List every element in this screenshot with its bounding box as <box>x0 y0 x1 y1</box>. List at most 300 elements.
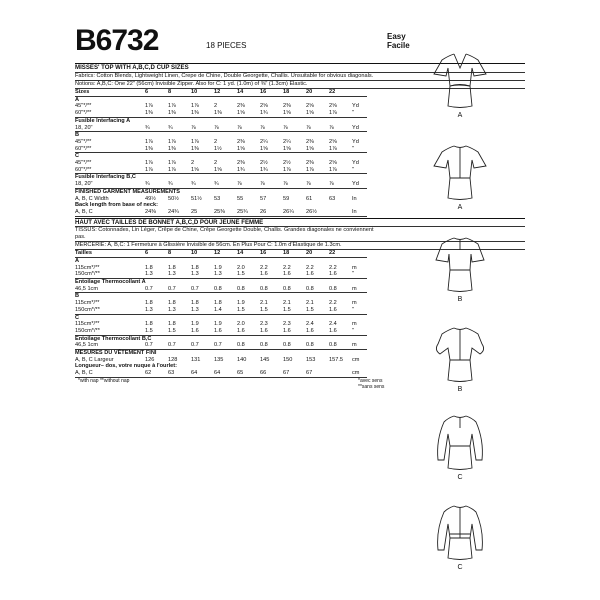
table-cell <box>145 257 168 264</box>
unit-cell <box>352 153 367 160</box>
english-title: MISSES' TOP WITH A,B,C,D CUP SIZES <box>75 64 189 71</box>
row-label: A <box>75 257 80 264</box>
table-cell: 0.8 <box>283 342 306 349</box>
table-cell <box>283 257 306 264</box>
table-cell: 2.0 <box>237 264 245 271</box>
table-cell <box>191 350 214 357</box>
table-cell: 0.7 <box>145 342 168 349</box>
table-cell: 63 <box>329 195 336 202</box>
table-cell: 25⅜ <box>214 209 237 216</box>
table-cell: 1⅝ <box>283 110 306 117</box>
table-cell <box>260 350 283 357</box>
table-cell: 1.9 <box>191 321 199 328</box>
unit-cell: m <box>352 264 357 271</box>
unit-cell <box>352 335 367 342</box>
table-cell: 1.3 <box>145 271 168 278</box>
top-split-neck-icon <box>428 232 492 296</box>
unit-cell: Yd <box>352 181 367 188</box>
table-cell: 1.3 <box>214 271 237 278</box>
table-cell: 1⅝ <box>214 167 237 174</box>
table-cell <box>191 257 214 264</box>
table-cell: ¾ <box>168 181 191 188</box>
table-cell <box>214 350 237 357</box>
table-cell: 1.6 <box>329 328 352 335</box>
table-cell: 1¾ <box>260 167 283 174</box>
table-cell <box>283 202 306 209</box>
table-cell <box>145 153 168 160</box>
table-row <box>75 271 367 278</box>
view-label: B <box>457 296 463 303</box>
table-cell: 1.5 <box>145 328 168 335</box>
table-cell: 0.7 <box>191 342 214 349</box>
table-cell: 1⅞ <box>306 167 329 174</box>
table-cell <box>260 363 283 370</box>
table-cell: 1¾ <box>237 167 260 174</box>
unit-cell: Yd <box>352 125 367 132</box>
table-cell: 57 <box>260 195 267 202</box>
row-label: 60"*/** <box>75 110 145 117</box>
table-cell <box>168 293 191 300</box>
table-cell <box>329 335 352 342</box>
row-label: B <box>75 293 80 300</box>
table-cell: 25¾ <box>237 209 260 216</box>
table-cell: 0.7 <box>214 342 237 349</box>
unit-cell <box>352 89 367 96</box>
unit-cell: m <box>352 321 357 328</box>
table-cell: 1.6 <box>214 328 237 335</box>
table-cell <box>283 279 306 286</box>
table-cell: 1.8 <box>214 300 222 307</box>
table-cell <box>168 96 191 103</box>
row-label: FINISHED GARMENT MEASUREMENTS <box>75 188 181 195</box>
french-fabrics: TISSUS: Cotonnades, Lin Léger, Crêpe de Chine, Crêpe Georgette Double, Challis. Grandes diagonales ne conviennent pas. <box>75 227 374 241</box>
table-cell: 153 <box>306 356 316 363</box>
difficulty <box>387 32 410 50</box>
table-cell: ⅞ <box>306 125 329 132</box>
table-row <box>75 209 367 216</box>
table-cell: 1⅞ <box>168 103 176 110</box>
table-cell: 1.9 <box>237 300 245 307</box>
table-cell: 1⅞ <box>168 167 191 174</box>
table-cell <box>260 202 283 209</box>
table-row <box>75 196 367 203</box>
row-label: 115cm*/** <box>75 300 100 307</box>
table-cell <box>168 335 191 342</box>
row-label: Entoilage Thermocollant B,C <box>75 335 152 342</box>
table-cell <box>237 188 260 195</box>
table-cell <box>214 132 237 139</box>
table-cell <box>214 257 237 264</box>
table-row <box>75 300 367 307</box>
table-cell <box>214 96 237 103</box>
piece-count: 18 PIECES <box>206 41 247 50</box>
table-cell: 0.8 <box>260 286 283 293</box>
table-cell: 22 <box>329 250 352 257</box>
table-cell <box>260 257 283 264</box>
table-cell: 2.1 <box>306 300 314 307</box>
row-label: Tailles <box>75 250 145 257</box>
table-cell: 1.8 <box>145 300 153 307</box>
table-cell <box>145 132 168 139</box>
unit-cell: cm <box>352 370 367 377</box>
top-back-view-icon <box>428 500 492 564</box>
row-label: Fusible Interfacing A <box>75 117 131 124</box>
row-label: 60"*/** <box>75 167 145 174</box>
table-cell: 1⅞ <box>329 146 352 153</box>
table-cell: 2.2 <box>306 264 314 271</box>
table-cell: 1⅞ <box>168 160 176 167</box>
row-label: 150cm*/** <box>75 271 145 278</box>
unit-cell <box>352 188 367 195</box>
table-cell <box>214 279 237 286</box>
table-cell <box>260 335 283 342</box>
table-cell <box>283 335 306 342</box>
table-cell: 1.8 <box>191 264 199 271</box>
table-cell <box>168 202 191 209</box>
table-cell: ⅞ <box>214 125 237 132</box>
table-cell: 1⅜ <box>145 110 168 117</box>
table-cell <box>283 314 306 321</box>
table-cell: 66 <box>260 370 283 377</box>
table-cell: 2⅜ <box>306 138 314 145</box>
unit-cell: " <box>352 167 367 174</box>
unit-cell: " <box>352 271 367 278</box>
table-cell: 49½ <box>145 195 156 202</box>
table-cell <box>214 153 237 160</box>
table-cell: 12 <box>214 250 237 257</box>
table-cell: ⅞ <box>237 125 260 132</box>
table-cell: 0.8 <box>329 286 352 293</box>
view-sketch-a-front <box>428 48 492 119</box>
row-label: 115cm*/** <box>75 264 100 271</box>
row-label: Fusible Interfacing B,C <box>75 174 136 181</box>
row-label: A <box>75 96 80 103</box>
row-label: A, B, C <box>75 209 145 216</box>
table-cell <box>306 202 329 209</box>
table-cell: 1⅜ <box>214 110 237 117</box>
table-cell: 1.8 <box>145 264 153 271</box>
table-cell: 64 <box>214 370 237 377</box>
unit-cell: m <box>352 300 357 307</box>
table-cell <box>191 279 214 286</box>
table-cell: 1.9 <box>214 264 222 271</box>
size-header-row <box>75 89 367 96</box>
table-cell: 1.5 <box>260 307 283 314</box>
row-label: 46,5 1cm <box>75 342 145 349</box>
english-notions: Notions: A,B,C: One 22" (56cm) Invisible Zipper. Also for C: 1 yd. (1.0m) of ⅜" (1.3cm) Elastic. <box>75 80 308 87</box>
table-cell: 1⅝ <box>237 110 260 117</box>
table-cell: ⅞ <box>306 181 329 188</box>
row-label: 115cm*/** <box>75 321 100 328</box>
table-cell: 2.1 <box>260 300 268 307</box>
footnote-french: *avec sens **sans sens <box>358 377 385 390</box>
table-cell: 1.6 <box>260 328 283 335</box>
table-cell: 2⅜ <box>283 103 291 110</box>
table-cell: 0.8 <box>329 342 352 349</box>
table-cell: 26¼ <box>283 209 306 216</box>
subheading-row <box>75 335 367 342</box>
subheading-row <box>75 132 367 139</box>
footnotes <box>75 377 395 390</box>
row-label: 150cm*/** <box>75 328 145 335</box>
unit-cell <box>352 257 367 264</box>
table-cell <box>306 279 329 286</box>
row-label: 150cm*/** <box>75 307 145 314</box>
unit-cell <box>352 350 367 357</box>
table-cell: ⅞ <box>237 181 260 188</box>
table-cell: 2⅝ <box>329 160 337 167</box>
table-cell: 2⅝ <box>260 103 268 110</box>
table-cell: 1.8 <box>168 264 176 271</box>
table-cell: 2.0 <box>237 321 245 328</box>
view-label: C <box>457 474 463 481</box>
table-cell: 1⅜ <box>168 110 191 117</box>
table-cell <box>214 335 237 342</box>
table-cell <box>214 117 237 124</box>
subheading-row <box>75 363 367 370</box>
table-cell: 1⅞ <box>329 167 352 174</box>
table-cell <box>191 202 214 209</box>
subheading-row <box>75 174 367 181</box>
table-cell <box>145 174 168 181</box>
table-cell <box>145 314 168 321</box>
french-notions: MERCERIE: A, B,C: 1 Fermeture à Glissière Invisible de 56cm. En Plus Pour C: 1.0m d'Élastique de 1.3cm. <box>75 242 342 249</box>
table-cell <box>306 188 329 195</box>
french-yardage-table <box>75 250 367 378</box>
table-cell: 2⅝ <box>329 138 337 145</box>
table-cell <box>214 363 237 370</box>
table-cell <box>283 174 306 181</box>
table-row <box>75 167 367 174</box>
table-cell: 0.8 <box>214 286 237 293</box>
table-cell: 2⅜ <box>237 138 245 145</box>
table-cell: 2⅝ <box>306 103 314 110</box>
view-label: C <box>457 564 463 571</box>
view-sketch-c-front <box>428 410 492 481</box>
unit-cell <box>352 363 367 370</box>
table-cell <box>283 188 306 195</box>
table-cell: 135 <box>214 356 224 363</box>
table-cell: 1⅞ <box>145 103 153 110</box>
table-cell: 63 <box>168 370 191 377</box>
table-cell <box>260 279 283 286</box>
top-flutter-sleeve-icon <box>428 48 492 112</box>
row-label: Entoilage Thermocollant A <box>75 279 146 286</box>
table-row <box>75 125 367 132</box>
table-cell: 25 <box>191 209 214 216</box>
view-sketch-b-front <box>428 232 492 303</box>
table-cell: 26½ <box>306 209 329 216</box>
table-cell: 2.2 <box>329 264 337 271</box>
table-cell <box>191 174 214 181</box>
table-cell: 1.6 <box>237 328 260 335</box>
table-cell <box>260 188 283 195</box>
table-row <box>75 357 367 364</box>
row-label: C <box>75 314 80 321</box>
table-cell <box>260 117 283 124</box>
unit-cell <box>352 279 367 286</box>
table-cell: 62 <box>145 370 168 377</box>
table-row <box>75 139 367 146</box>
table-cell <box>329 363 352 370</box>
row-label: A, B, C <box>75 370 145 377</box>
table-cell: ⅞ <box>191 125 214 132</box>
table-cell: 2.3 <box>283 321 291 328</box>
table-cell: ¾ <box>191 181 214 188</box>
table-cell: 1.6 <box>306 271 329 278</box>
table-cell: ⅞ <box>283 125 306 132</box>
table-cell: ⅞ <box>260 181 283 188</box>
table-cell: 2½ <box>283 160 291 167</box>
table-cell: 2.1 <box>283 300 291 307</box>
table-cell <box>214 202 237 209</box>
table-row <box>75 160 367 167</box>
table-cell: 1⅝ <box>283 146 306 153</box>
table-cell <box>329 153 352 160</box>
table-cell <box>283 153 306 160</box>
table-cell <box>329 279 352 286</box>
subheading-row <box>75 202 367 209</box>
unit-cell: m <box>352 286 367 293</box>
table-cell: 1.5 <box>283 307 306 314</box>
table-cell: 128 <box>168 356 178 363</box>
table-cell <box>329 257 352 264</box>
table-row <box>75 370 367 377</box>
row-label: B <box>75 132 80 139</box>
table-cell: 1⅞ <box>145 138 153 145</box>
english-yardage-table <box>75 89 367 217</box>
english-fabrics: Fabrics: Cotton Blends, Lightweight Linen, Crepe de Chine, Double Georgette, Challis. Unsuitable for obvious diagonals. <box>75 72 374 79</box>
table-cell: 1⅜ <box>145 146 168 153</box>
table-cell <box>283 96 306 103</box>
table-cell: 1⅝ <box>191 167 214 174</box>
table-cell: 14 <box>237 89 260 96</box>
table-cell: 1.6 <box>191 328 214 335</box>
table-cell <box>329 188 352 195</box>
table-cell: 1⅞ <box>145 160 153 167</box>
unit-cell <box>352 250 367 257</box>
table-cell <box>168 257 191 264</box>
table-cell <box>168 174 191 181</box>
table-cell: 1.5 <box>168 328 191 335</box>
table-cell <box>191 188 214 195</box>
table-cell: 18 <box>283 89 306 96</box>
table-cell: 64 <box>191 370 214 377</box>
table-cell: 55 <box>237 195 244 202</box>
table-cell: 51½ <box>191 195 202 202</box>
table-cell <box>191 363 214 370</box>
row-label: Back length from base of neck: <box>75 202 158 209</box>
table-cell: 2.4 <box>306 321 314 328</box>
table-cell <box>306 257 329 264</box>
table-cell: 2¼ <box>283 138 291 145</box>
table-cell <box>237 293 260 300</box>
table-cell: 1⅝ <box>237 146 260 153</box>
table-cell: 61 <box>306 195 313 202</box>
table-cell <box>260 96 283 103</box>
table-cell <box>168 132 191 139</box>
subheading-row <box>75 153 367 160</box>
table-cell: 1.9 <box>214 321 222 328</box>
table-row <box>75 328 367 335</box>
table-cell: 0.8 <box>237 342 260 349</box>
subheading-row <box>75 188 367 195</box>
row-label: 45"*/** <box>75 103 92 110</box>
unit-cell <box>352 293 367 300</box>
view-sketch-c-back <box>428 500 492 571</box>
table-cell: 16 <box>260 250 283 257</box>
table-cell <box>214 188 237 195</box>
table-cell: 2.4 <box>329 321 337 328</box>
table-cell: 0.8 <box>260 342 283 349</box>
unit-cell <box>352 174 367 181</box>
table-cell <box>306 96 329 103</box>
table-cell <box>329 314 352 321</box>
row-label: A, B, C Largeur <box>75 356 114 363</box>
table-cell: 1.8 <box>191 300 199 307</box>
table-cell: 157.5 <box>329 356 343 363</box>
table-cell: 2⅜ <box>237 103 245 110</box>
row-label: Sizes <box>75 89 145 96</box>
table-cell: 1.3 <box>145 307 168 314</box>
table-cell: 6 <box>145 89 168 96</box>
table-cell: ⅞ <box>329 125 352 132</box>
row-label: C <box>75 153 80 160</box>
table-cell: 131 <box>191 356 201 363</box>
table-cell: 1⅞ <box>168 138 176 145</box>
table-cell <box>306 363 329 370</box>
row-label: 18, 20" <box>75 125 145 132</box>
footnote-english: *with nap **without nap <box>78 377 130 384</box>
table-cell: 1.4 <box>214 307 237 314</box>
table-cell <box>237 153 260 160</box>
table-cell <box>237 117 260 124</box>
table-cell: 2 <box>214 103 218 110</box>
row-label: 45"*/** <box>75 160 92 167</box>
table-cell: 22 <box>329 89 352 96</box>
table-cell <box>329 293 352 300</box>
table-cell: 24¾ <box>168 209 191 216</box>
unit-cell: In <box>352 209 367 216</box>
table-cell: 14 <box>237 250 260 257</box>
table-cell <box>237 96 260 103</box>
table-cell <box>237 350 260 357</box>
table-cell <box>260 314 283 321</box>
table-cell: 20 <box>306 89 329 96</box>
table-cell: 2⅜ <box>237 160 245 167</box>
table-cell: 1⅜ <box>168 146 191 153</box>
unit-cell: m <box>352 342 367 349</box>
table-cell: 10 <box>191 89 214 96</box>
subheading-row <box>75 96 367 103</box>
table-cell: 0.8 <box>283 286 306 293</box>
table-cell: 0.7 <box>168 286 191 293</box>
table-cell <box>237 132 260 139</box>
unit-cell: Yd <box>352 103 359 110</box>
table-cell: 8 <box>168 89 191 96</box>
view-label: A <box>457 112 463 119</box>
table-cell <box>283 363 306 370</box>
table-cell: 50½ <box>168 195 179 202</box>
unit-cell <box>352 117 367 124</box>
table-row <box>75 307 367 314</box>
table-cell: 1⅜ <box>191 110 214 117</box>
table-cell: ⅞ <box>329 181 352 188</box>
table-cell: ¾ <box>145 181 168 188</box>
table-cell: 65 <box>237 370 260 377</box>
row-label: A, B, C Width <box>75 195 109 202</box>
table-cell: 2¼ <box>260 138 268 145</box>
